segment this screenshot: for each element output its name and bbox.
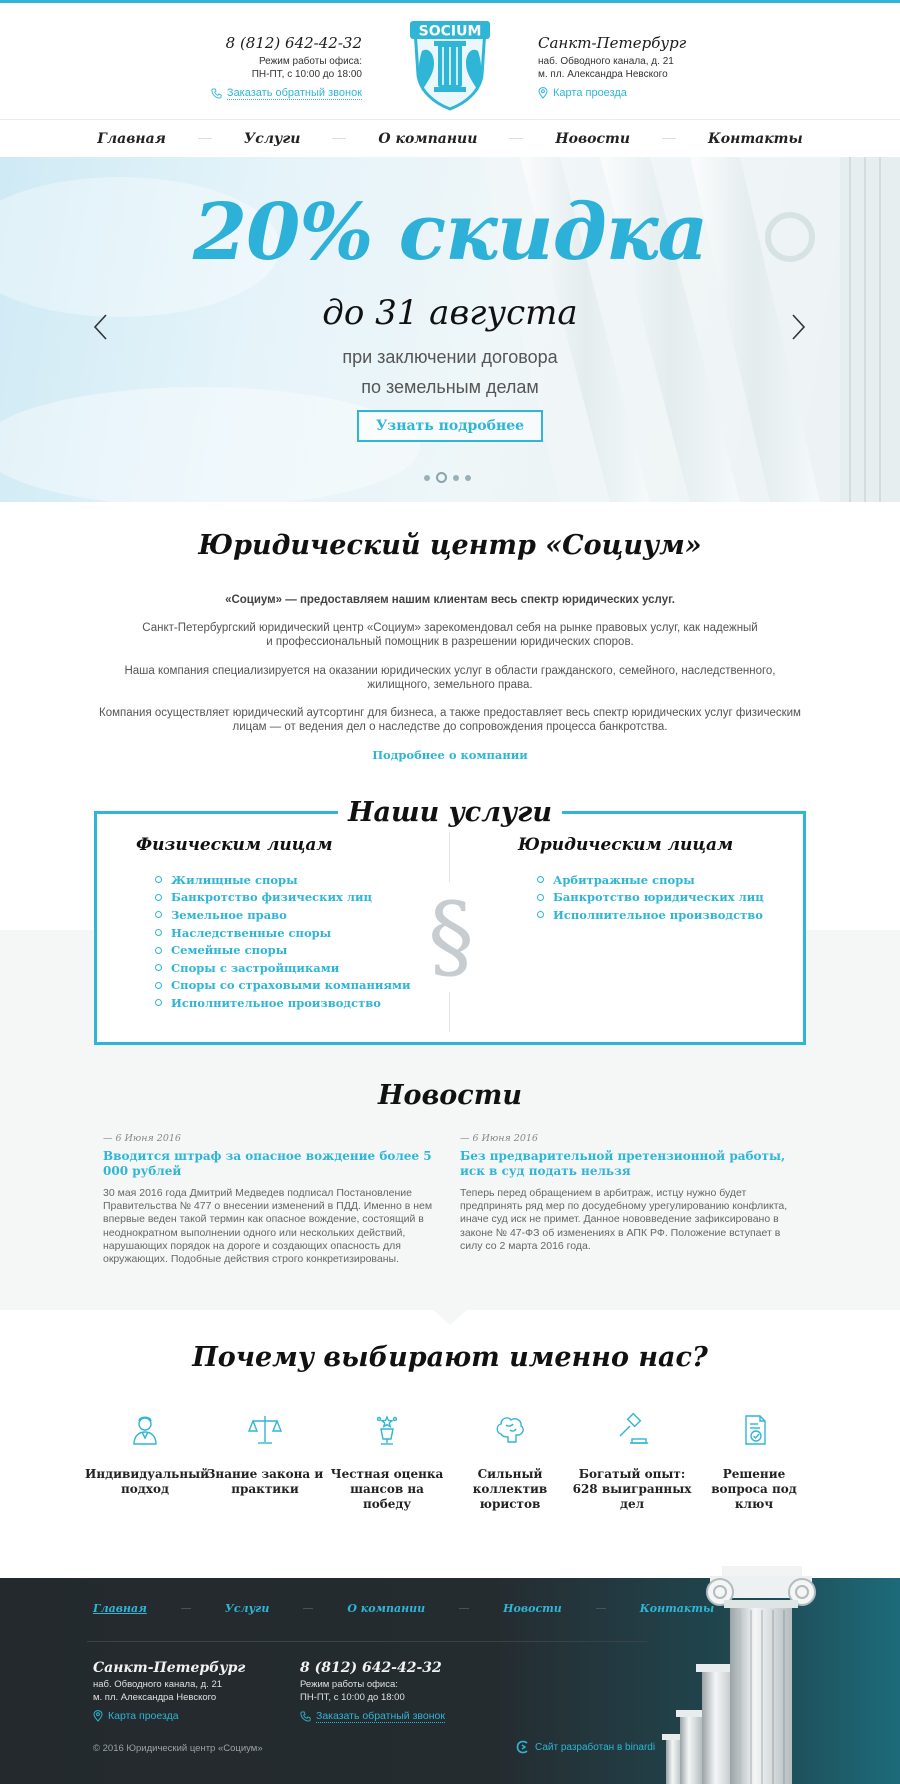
news-title: Новости — [378, 1080, 522, 1111]
scales-icon — [247, 1412, 283, 1448]
socium-logo[interactable] — [400, 17, 500, 113]
service-item[interactable] — [155, 924, 410, 942]
why-label: Знание закона и практики — [206, 1467, 324, 1496]
map-pin-icon — [538, 87, 548, 99]
why-item — [205, 1412, 325, 1497]
footer-phone[interactable]: 8 (812) 642-42-32 — [300, 1660, 442, 1676]
binardi-logo-icon — [516, 1740, 530, 1754]
nav-item-home[interactable]: Главная — [97, 130, 166, 147]
news-headline-link[interactable]: Вводится штраф за опасное вождение более 5 000 рублей — [103, 1149, 432, 1178]
nav-item-contacts[interactable]: Контакты — [708, 130, 803, 147]
paragraph-sign-icon: § — [428, 883, 474, 990]
why-label: Честная оценка шансов на победу — [330, 1467, 444, 1511]
bullet-circle-icon — [537, 894, 544, 901]
greek-column-image — [650, 1540, 900, 1784]
gavel-icon — [614, 1412, 650, 1448]
about-more-link[interactable]: Подробнее о компании — [372, 748, 528, 762]
map-pin-icon — [93, 1710, 103, 1722]
footer-address-lines — [93, 1679, 245, 1704]
footer-address-line1: наб. Обводного канала, д. 21 — [93, 1679, 223, 1690]
footer-nav-item-home[interactable]: Главная — [93, 1602, 147, 1615]
bullet-circle-icon — [155, 947, 162, 954]
why-label: Решение вопроса под ключ — [711, 1467, 797, 1511]
service-item[interactable] — [537, 889, 764, 907]
about-paragraph-2-line2: жилищного, земельного права. — [367, 679, 533, 691]
services-individuals-title: Физическим лицам — [136, 835, 333, 855]
about-paragraph-2-line1: Наша компания специализируется на оказании юридических услуг в области гражданского, семейного, наследственного, — [124, 665, 776, 677]
slider-dot-active[interactable] — [436, 472, 447, 483]
bullet-circle-icon — [155, 999, 162, 1006]
nav-separator — [198, 138, 212, 139]
phone-icon — [300, 1711, 311, 1722]
news-text: Теперь перед обращением в арбитраж, истцу нужно будет предпринять ряд мер по досудебному урегулированию конфликта, иначе суд иск не примет. Данное нововведение зафиксировано в законе № 47-ФЗ об изменениях в АПК РФ. Положение вступает в силу со 2 марта 2016 года. — [460, 1187, 788, 1252]
header-hours: ПН-ПТ, с 10:00 до 18:00 — [251, 69, 362, 80]
service-item-label: Споры с застройщиками — [171, 960, 340, 975]
lawyer-icon — [127, 1412, 163, 1448]
news-headline-link[interactable]: Без предварительной претензионной работы, иск в суд подать нельзя — [460, 1149, 786, 1178]
news-item — [103, 1133, 438, 1266]
service-item-label: Арбитражные споры — [553, 872, 695, 887]
slider-dot[interactable] — [424, 475, 430, 481]
slider-dot[interactable] — [453, 475, 459, 481]
service-item[interactable] — [155, 994, 410, 1012]
service-item-label: Исполнительное производство — [553, 907, 763, 922]
service-item-label: Семейные споры — [171, 943, 288, 958]
service-item[interactable] — [155, 977, 410, 995]
about-lead: «Социум» — предоставляем нашим клиентам весь спектр юридических услуг. — [225, 594, 675, 606]
footer-map-link[interactable]: Карта проезда — [108, 1710, 179, 1722]
news-date: — 6 Июня 2016 — [103, 1133, 181, 1144]
why-label: Богатый опыт: 628 выигранных дел — [572, 1467, 692, 1511]
nav-separator — [332, 138, 346, 139]
footer-address — [93, 1660, 245, 1722]
footer-developer[interactable] — [516, 1740, 655, 1754]
award-icon — [369, 1412, 405, 1448]
nav-separator — [509, 138, 523, 139]
service-item[interactable] — [155, 959, 410, 977]
about-paragraph-1-line2: и профессиональный помощник в разрешении юридических споров. — [266, 636, 634, 648]
why-item — [694, 1412, 814, 1512]
footer-divider — [87, 1641, 647, 1642]
footer-address-line2: м. пл. Александра Невского — [93, 1691, 217, 1703]
footer-nav-item-about[interactable]: О компании — [347, 1602, 426, 1615]
footer-contacts — [300, 1660, 445, 1723]
services-companies-title: Юридическим лицам — [518, 835, 734, 855]
why-item — [572, 1412, 692, 1512]
developer-link[interactable]: Сайт разработан в binardi — [535, 1741, 656, 1753]
news-item — [460, 1133, 795, 1253]
why-label: Индивидуальный подход — [85, 1467, 210, 1496]
footer-nav-separator — [459, 1608, 469, 1609]
slider-dot[interactable] — [465, 475, 471, 481]
document-check-icon — [736, 1412, 772, 1448]
footer-nav-item-services[interactable]: Услуги — [224, 1602, 270, 1615]
hero-text-line2: по земельным делам — [361, 377, 539, 397]
footer-nav — [93, 1602, 714, 1615]
bullet-circle-icon — [155, 929, 162, 936]
slider-prev-arrow-icon[interactable] — [90, 312, 112, 342]
service-item-label: Банкротство юридических лиц — [553, 890, 764, 905]
service-item[interactable] — [155, 906, 410, 924]
callback-link[interactable]: Заказать обратный звонок — [226, 87, 362, 99]
nav-item-services[interactable]: Услуги — [243, 130, 301, 147]
nav-separator — [662, 138, 676, 139]
service-item-label: Споры со страховыми компаниями — [171, 978, 411, 993]
service-item-label: Исполнительное производство — [171, 995, 381, 1010]
header-address — [538, 34, 738, 99]
footer-hours-label: Режим работы офиса: — [300, 1679, 398, 1690]
footer-nav-separator — [181, 1608, 191, 1609]
service-item[interactable] — [155, 871, 410, 889]
service-item[interactable] — [155, 941, 410, 959]
hero-slider — [0, 157, 900, 502]
about-paragraph-3-line1: Компания осуществляет юридический аутсортинг для бизнеса, а также предоставляет весь спектр юридических услуг физическим — [99, 707, 801, 719]
service-item[interactable] — [155, 889, 410, 907]
footer-hours — [300, 1679, 445, 1704]
phone-icon — [211, 88, 222, 99]
about-title: Юридический центр «Социум» — [198, 530, 702, 561]
footer-callback-link[interactable]: Заказать обратный звонок — [316, 1710, 445, 1722]
why-item — [450, 1412, 570, 1512]
service-item-label: Жилищные споры — [171, 872, 298, 887]
nav-item-news[interactable]: Новости — [555, 130, 631, 147]
slider-pagination — [424, 472, 471, 483]
services-individuals-list — [155, 871, 410, 1012]
logo-text: SOCIUM — [418, 23, 482, 40]
footer-nav-item-contacts[interactable]: Контакты — [639, 1602, 715, 1615]
header-address-line1: наб. Обводного канала, д. 21 — [538, 56, 674, 67]
hero-subtitle: до 31 августа — [322, 293, 578, 333]
news-date: — 6 Июня 2016 — [460, 1133, 538, 1144]
service-item[interactable] — [537, 906, 764, 924]
slider-next-arrow-icon[interactable] — [787, 312, 809, 342]
service-item[interactable] — [537, 871, 764, 889]
header-phone[interactable]: 8 (812) 642-42-32 — [225, 34, 362, 52]
map-link[interactable]: Карта проезда — [553, 87, 627, 99]
bullet-circle-icon — [155, 911, 162, 918]
services-title: Наши услуги — [338, 793, 562, 833]
header-contacts — [200, 34, 362, 100]
service-item-label: Земельное право — [171, 907, 287, 922]
footer-nav-item-news[interactable]: Новости — [503, 1602, 562, 1615]
header-hours-label: Режим работы офиса: — [258, 56, 362, 67]
hero-title: 20% скидка — [192, 187, 708, 278]
hero-text-line1: при заключении договора — [342, 347, 558, 367]
brain-icon — [492, 1412, 528, 1448]
footer-hours-value: ПН-ПТ, с 10:00 до 18:00 — [300, 1691, 405, 1703]
why-item — [327, 1412, 447, 1512]
main-nav — [0, 120, 900, 157]
about-paragraph-1 — [90, 621, 810, 649]
footer-copyright: © 2016 Юридический центр «Социум» — [93, 1743, 263, 1754]
services-companies-list — [537, 871, 764, 924]
bullet-circle-icon — [537, 911, 544, 918]
nav-item-about[interactable]: О компании — [378, 130, 478, 147]
site-header — [0, 3, 900, 120]
bullet-circle-icon — [155, 982, 162, 989]
bullet-circle-icon — [155, 964, 162, 971]
hero-more-button[interactable]: Узнать подробнее — [357, 410, 543, 442]
footer-city: Санкт-Петербург — [93, 1660, 246, 1676]
bullet-circle-icon — [537, 876, 544, 883]
about-paragraph-2 — [90, 664, 810, 692]
why-title: Почему выбирают именно нас? — [192, 1342, 708, 1373]
header-address-line2: м. пл. Александра Невского — [538, 69, 668, 80]
bullet-circle-icon — [155, 876, 162, 883]
why-item — [85, 1412, 210, 1497]
about-paragraph-3-line2: лицам — от ведения дел о наследстве до сопровождения процесса банкротства. — [232, 721, 668, 733]
section-notch — [433, 1310, 467, 1325]
about-paragraph-1-line1: Санкт-Петербургский юридический центр «Социум» зарекомендовал себя на рынке правовых услуг, как надежный — [142, 622, 758, 634]
about-paragraph-3 — [90, 706, 810, 734]
why-label: Сильный коллектив юристов — [472, 1467, 548, 1511]
footer-nav-separator — [596, 1608, 606, 1609]
news-text: 30 мая 2016 года Дмитрий Медведев подписал Постановление Правительства № 477 о внесении изменений в ПДД. Именно в нем впервые веден такой термин как опасное вождение, состоящий в неоднократном выполнении одного или нескольких действий, нарушающих порядок на дороге и создающих опасность для окружающих. Подобные действия строго конкретизированы. — [103, 1187, 433, 1266]
service-item-label: Наследственные споры — [171, 925, 332, 940]
bullet-circle-icon — [155, 894, 162, 901]
service-item-label: Банкротство физических лиц — [171, 890, 372, 905]
header-city: Санкт-Петербург — [538, 34, 687, 52]
footer-nav-separator — [303, 1608, 313, 1609]
